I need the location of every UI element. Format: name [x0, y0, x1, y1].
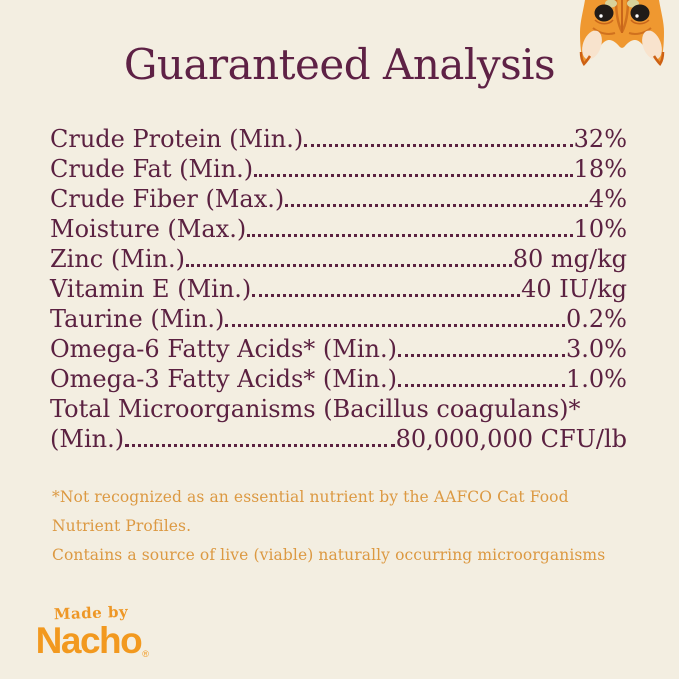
- analysis-row: [50, 274, 627, 304]
- analysis-row: [50, 184, 627, 214]
- analysis-value: 32%: [573, 125, 627, 153]
- analysis-label: Crude Fiber (Max.): [50, 185, 285, 213]
- brand-logo: [16, 604, 166, 668]
- analysis-value: 80 mg/kg: [512, 245, 627, 273]
- dotted-leader: [252, 294, 520, 297]
- analysis-label: Omega-3 Fatty Acids* (Min.): [50, 365, 397, 393]
- analysis-value: 40 IU/kg: [521, 275, 627, 303]
- analysis-value: 1.0%: [566, 365, 627, 393]
- analysis-row: [50, 244, 627, 274]
- analysis-label: Crude Protein (Min.): [50, 125, 304, 153]
- analysis-row: [50, 424, 627, 454]
- page-title: Guaranteed Analysis: [123, 40, 556, 89]
- analysis-row: [50, 124, 627, 154]
- footnote-line-2: Contains a source of live (viable) naturally occurring microorganisms: [52, 546, 606, 564]
- dotted-leader: [254, 174, 573, 177]
- footnote: [52, 483, 637, 570]
- registered-mark-icon: ®: [142, 649, 148, 659]
- dotted-leader: [247, 234, 572, 237]
- footnote-line-1: *Not recognized as an essential nutrient by the AAFCO Cat Food Nutrient Profiles.: [52, 488, 569, 535]
- analysis-label: Crude Fat (Min.): [50, 155, 254, 183]
- analysis-table: [50, 124, 627, 454]
- dotted-leader: [125, 444, 395, 447]
- dotted-leader: [225, 324, 565, 327]
- dotted-leader: [398, 354, 565, 357]
- analysis-label: (Min.): [50, 425, 125, 453]
- analysis-value: 80,000,000 CFU/lb: [395, 425, 627, 453]
- analysis-value: 4%: [588, 185, 627, 213]
- analysis-label: Moisture (Max.): [50, 215, 247, 243]
- analysis-row: [50, 364, 627, 394]
- analysis-value: 10%: [573, 215, 627, 243]
- dotted-leader: [285, 204, 588, 207]
- analysis-label: Total Microorganisms (Bacillus coagulans)*: [50, 395, 581, 423]
- dotted-leader: [398, 384, 565, 387]
- dotted-leader: [186, 264, 512, 267]
- analysis-row: [50, 304, 627, 334]
- logo-brand: [16, 620, 166, 668]
- analysis-value: 0.2%: [566, 305, 627, 333]
- analysis-row: [50, 154, 627, 184]
- dotted-leader: [304, 144, 572, 147]
- analysis-label: Vitamin E (Min.): [50, 275, 252, 303]
- analysis-value: 18%: [573, 155, 627, 183]
- logo-tagline: Made by: [53, 602, 129, 624]
- analysis-label: Taurine (Min.): [50, 305, 225, 333]
- analysis-label: Omega-6 Fatty Acids* (Min.): [50, 335, 397, 363]
- analysis-row: [50, 394, 627, 424]
- logo-brand-text: Nacho: [35, 620, 142, 661]
- analysis-label: Zinc (Min.): [50, 245, 185, 273]
- analysis-row: [50, 214, 627, 244]
- analysis-value: 3.0%: [566, 335, 627, 363]
- analysis-row: [50, 334, 627, 364]
